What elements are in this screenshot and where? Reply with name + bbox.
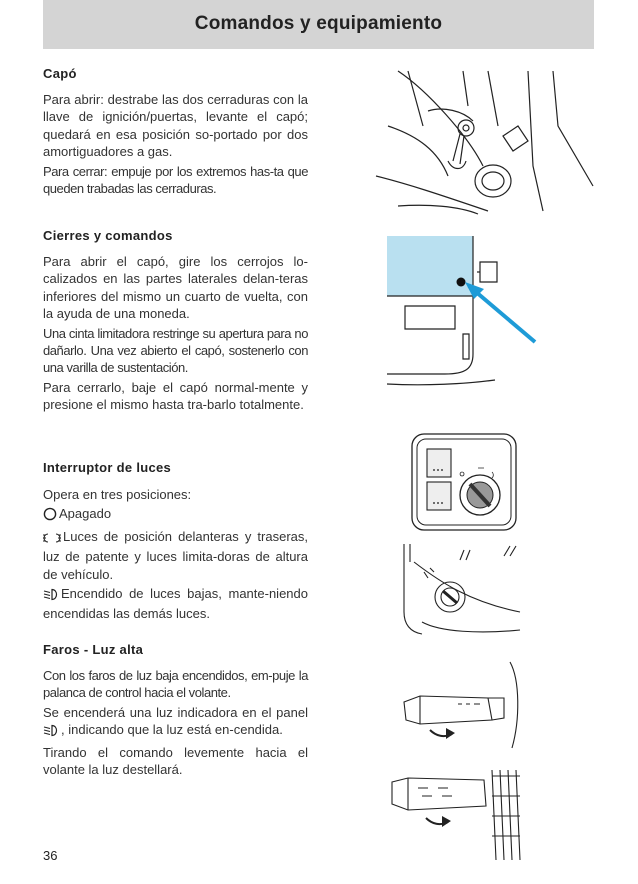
page-header xyxy=(43,0,594,49)
section-heading: Faros - Luz alta xyxy=(43,642,144,657)
light-switch-illustration xyxy=(400,432,520,534)
section-heading: Capó xyxy=(43,66,77,81)
low-beam-icon xyxy=(43,724,59,741)
page-number: 36 xyxy=(43,848,58,863)
option-off: Apagado xyxy=(43,505,308,525)
hood-lock-illustration xyxy=(368,66,598,216)
paragraph: Para abrir el capó, gire los cerrojos lo-calizados en las partes laterales delan-teras inferiores del mismo un cuarto de vuelta, con la ayuda de una moneda. xyxy=(43,254,308,322)
option-lowbeam: Encendido de luces bajas, mante-niendo encendidas las demás luces. xyxy=(43,586,308,622)
section-capo xyxy=(43,66,308,197)
paragraph: Se encenderá una luz indicadora en el panel , indicando que la luz está en-cendida. xyxy=(43,704,308,742)
circle-icon xyxy=(43,507,57,525)
section-faros xyxy=(43,642,308,778)
paragraph: Opera en tres posiciones: xyxy=(43,487,192,502)
page-title: Comandos y equipamiento xyxy=(194,13,443,34)
section-luces xyxy=(43,460,308,623)
paragraph: Para cerrarlo, baje el capó normal-mente y presione el mismo hasta tra-barlo totalmente. xyxy=(43,379,308,413)
paragraph: Una cinta limitadora restringe su apertura para no dañarlo. Una vez abierto el capó, sostenerlo con una varilla de sustentación. xyxy=(43,325,308,376)
section-cierres xyxy=(43,228,308,414)
dashboard-switch-illustration xyxy=(400,542,524,637)
section-heading: Cierres y comandos xyxy=(43,228,173,243)
stalk-push-illustration xyxy=(400,660,520,750)
stalk-pull-illustration xyxy=(388,766,528,864)
paragraph: Con los faros de luz baja encendidos, em-puje la palanca de control hacia el volante. xyxy=(43,668,308,701)
paragraph: Tirando el comando levemente hacia el volante la luz destellará. xyxy=(43,744,308,778)
section-heading: Interruptor de luces xyxy=(43,460,172,475)
low-beam-icon xyxy=(43,588,59,605)
hood-latch-illustration xyxy=(385,234,545,394)
option-parking: Luces de posición delanteras y traseras, luz de patente y luces limita-doras de altura de vehículo. xyxy=(43,528,308,582)
paragraph: Para abrir: destrabe las dos cerraduras con la llave de ignición/puertas, levante el capó; quedará en esa posición so-portado por dos amortiguadores a gas. xyxy=(43,92,308,160)
paragraph: Para cerrar: empuje por los extremos has-ta que queden trabadas las cerraduras. xyxy=(43,163,308,197)
parking-lights-icon xyxy=(43,531,61,548)
